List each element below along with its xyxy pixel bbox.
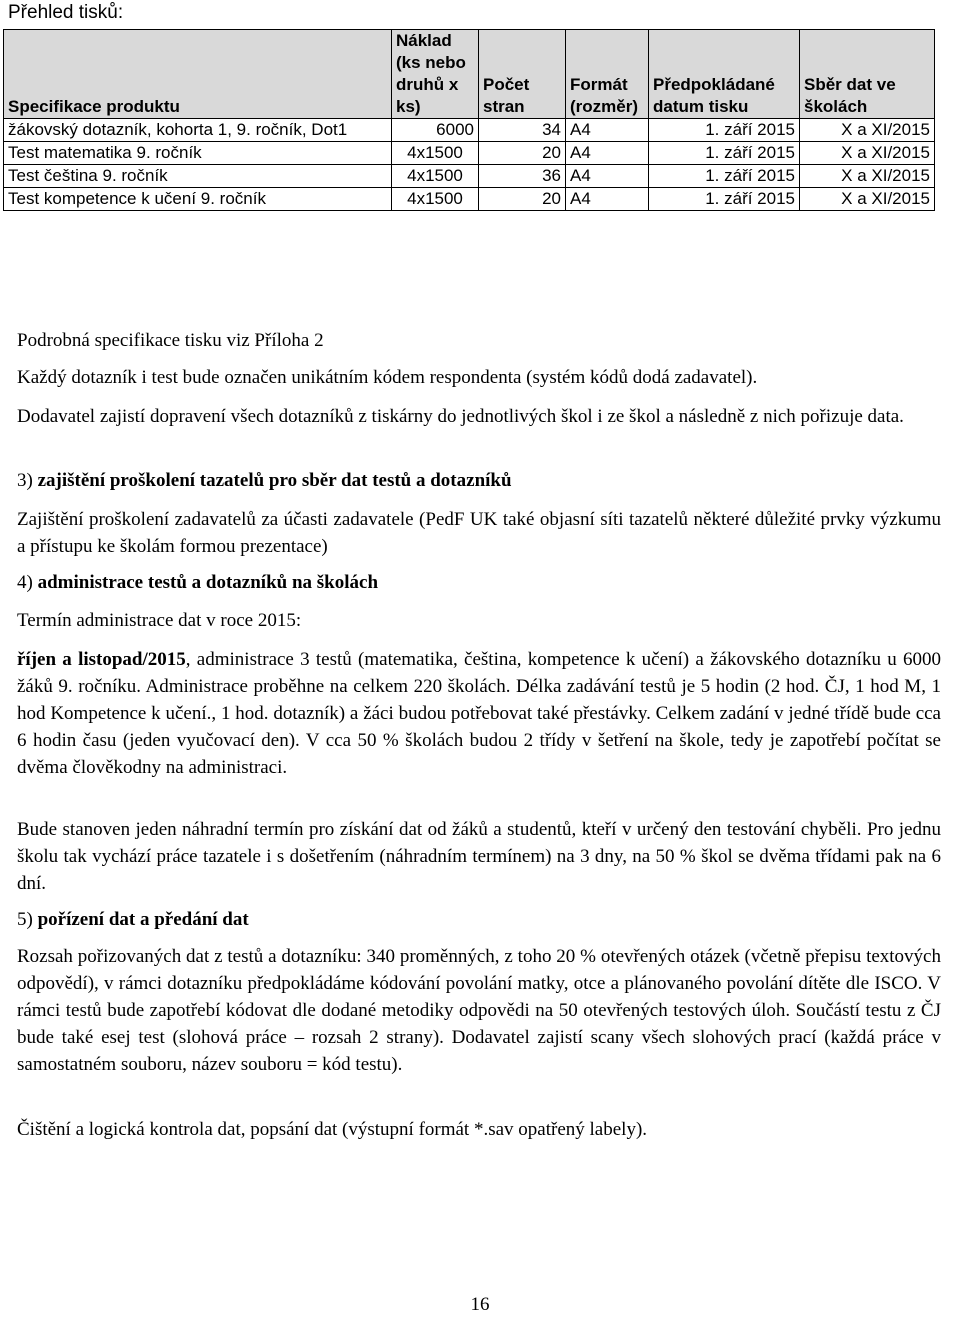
cell-format: A4: [566, 165, 649, 188]
cell-print-date: 1. září 2015: [649, 165, 800, 188]
cell-print-date: 1. září 2015: [649, 142, 800, 165]
section-4-number: 4): [17, 572, 38, 593]
cell-quantity: 4x1500: [392, 165, 479, 188]
cell-format: A4: [566, 188, 649, 211]
paragraph-data-cleaning: Čištění a logická kontrola dat, popsání dat (výstupní formát *.sav opatřený labely).: [17, 1119, 648, 1140]
cell-pages: 20: [479, 188, 566, 211]
section-3-number: 3): [17, 470, 38, 491]
section-5-number: 5): [17, 909, 38, 930]
cell-product: Test kompetence k učení 9. ročník: [4, 188, 392, 211]
cell-pages: 20: [479, 142, 566, 165]
cell-collection: X a XI/2015: [800, 142, 935, 165]
paragraph-data-scope: Rozsah pořizovaných dat z testů a dotazníku: 340 proměnných, z toho 20 % otevřených otázek (včetně přepisu textových odpovědí), v rámci dotazníku předpokládáme kódování povolání matky, otce a plánovaného povolání dítěte dle ISCO. V rámci testů bude zapotřebí kódovat dle dodané metodiky odpovědi na 50 otevřených testových úloh. Součástí testu z ČJ bude také esej test (slohová práce – rozsah 2 strany). Dodavatel zajistí scany všech slohových prací (každá práce v samostatném souboru, název souboru = kód testu).: [17, 946, 941, 1075]
table-header-row: [4, 30, 935, 119]
cell-print-date: 1. září 2015: [649, 119, 800, 142]
header-product: Specifikace produktu: [4, 30, 392, 119]
cell-pages: 36: [479, 165, 566, 188]
print-overview-table: [3, 29, 935, 211]
table-row: [4, 188, 935, 211]
header-format: Formát (rozměr): [566, 30, 649, 119]
paragraph-print-spec: Podrobná specifikace tisku viz Příloha 2: [17, 330, 324, 351]
header-collection: Sběr dat ve školách: [800, 30, 935, 119]
paragraph-administration: [17, 646, 941, 781]
cell-format: A4: [566, 142, 649, 165]
section-4-title: administrace testů a dotazníků na školách: [37, 572, 379, 593]
cell-format: A4: [566, 119, 649, 142]
cell-collection: X a XI/2015: [800, 119, 935, 142]
page-number: 16: [470, 1294, 490, 1315]
section-heading: Přehled tisků:: [8, 2, 124, 23]
header-print-date: Předpokládané datum tisku: [649, 30, 800, 119]
header-quantity: Náklad (ks nebo druhů x ks): [392, 30, 479, 119]
table-row: [4, 165, 935, 188]
cell-product: Test matematika 9. ročník: [4, 142, 392, 165]
cell-product: Test čeština 9. ročník: [4, 165, 392, 188]
admin-period: říjen a listopad/2015: [17, 649, 186, 670]
paragraph-delivery: Dodavatel zajistí dopravení všech dotazníků z tiskárny do jednotlivých škol i ze škol a následně z nich pořizuje data.: [17, 406, 904, 427]
cell-collection: X a XI/2015: [800, 188, 935, 211]
cell-print-date: 1. září 2015: [649, 188, 800, 211]
paragraph-respondent-code: Každý dotazník i test bude označen unikátním kódem respondenta (systém kódů dodá zadavatel).: [17, 367, 758, 388]
admin-details: , administrace 3 testů (matematika, čeština, kompetence k učení) a žákovského dotazníku u 6000 žáků 9. ročníku. Administrace proběhne na celkem 220 školách. Délka zadávání testů je 5 hodin (2 hod. ČJ, 1 hod M, 1 hod Kompetence k učení., 1 hod. dotazník) a žáci budou potřebovat také přestávky. Celkem zadání v jedné třídě bude cca 6 hodin času (jeden vyučovací den). V cca 50 % školách budou 2 třídy v šetření na škole, tedy je zapotřebí počítat se dvěma člověkodny na administraci.: [17, 649, 941, 778]
cell-quantity: 6000: [392, 119, 479, 142]
section-5-heading: [17, 906, 941, 933]
header-pages: Počet stran: [479, 30, 566, 119]
section-4-heading: [17, 569, 941, 596]
cell-product: žákovský dotazník, kohorta 1, 9. ročník, Dot1: [4, 119, 392, 142]
cell-pages: 34: [479, 119, 566, 142]
paragraph-substitute-date: Bude stanoven jeden náhradní termín pro získání dat od žáků a studentů, kteří v určený den testování chyběli. Pro jednu školu tak vychází práce tazatele i s došetřením (náhradním termínem) na 3 dny, na 50 % škol se dvěma třídami pak na 6 dní.: [17, 819, 941, 894]
cell-quantity: 4x1500: [392, 142, 479, 165]
paragraph-training: Zajištění proškolení zadavatelů za účasti zadavatele (PedF UK také objasní síti tazatelů některé důležité prvky výzkumu a přístupu ke školám formou prezentace): [17, 509, 941, 557]
cell-quantity: 4x1500: [392, 188, 479, 211]
section-5-title: pořízení dat a předání dat: [37, 909, 249, 930]
paragraph-admin-term: Termín administrace dat v roce 2015:: [17, 610, 302, 631]
section-3-heading: [17, 467, 941, 494]
table-row: [4, 119, 935, 142]
section-3-title: zajištění proškolení tazatelů pro sběr dat testů a dotazníků: [37, 470, 512, 491]
cell-collection: X a XI/2015: [800, 165, 935, 188]
table-row: [4, 142, 935, 165]
